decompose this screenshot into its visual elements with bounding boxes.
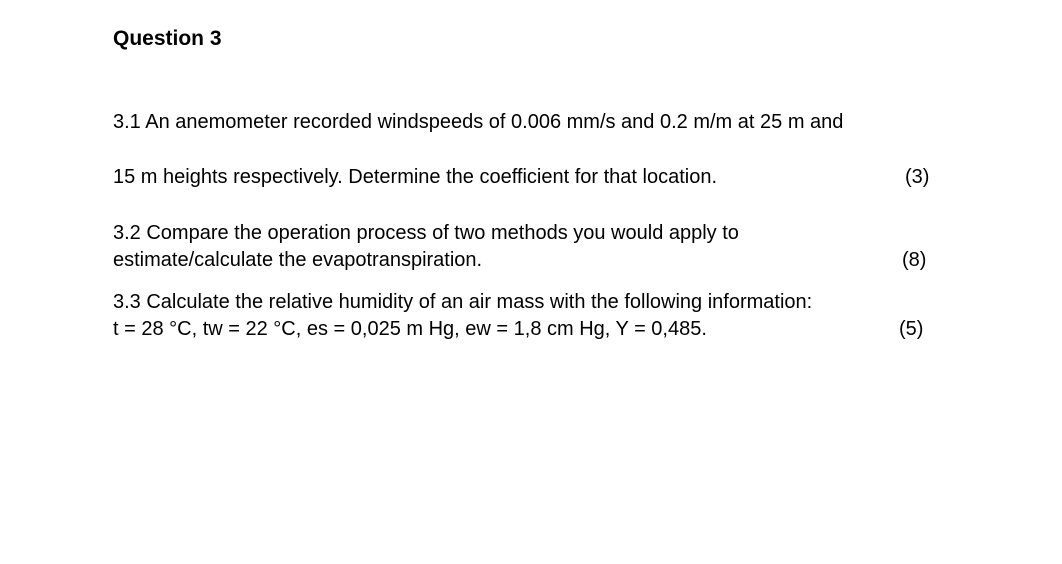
item-3-3-line-1: 3.3 Calculate the relative humidity of an air mass with the following information: [113,291,813,313]
item-3-1-line-1: 3.1 An anemometer recorded windspeeds of 0.006 mm/s and 0.2 m/m at 25 m and [113,111,844,133]
item-3-1-marks: (3) [905,166,930,188]
item-3-3-line-2: t = 28 °C, tw = 22 °C, es = 0,025 m Hg, ew = 1,8 cm Hg, Y = 0,485. [113,318,707,340]
item-3-2-marks: (8) [902,249,927,271]
item-3-1-line-2: 15 m heights respectively. Determine the coefficient for that location. [113,166,718,188]
question-title: Question 3 [113,27,222,50]
item-3-3-marks: (5) [899,318,924,340]
item-3-2-line-1: 3.2 Compare the operation process of two methods you would apply to [113,222,739,244]
item-3-2-line-2: estimate/calculate the evapotranspiration. [113,249,483,271]
